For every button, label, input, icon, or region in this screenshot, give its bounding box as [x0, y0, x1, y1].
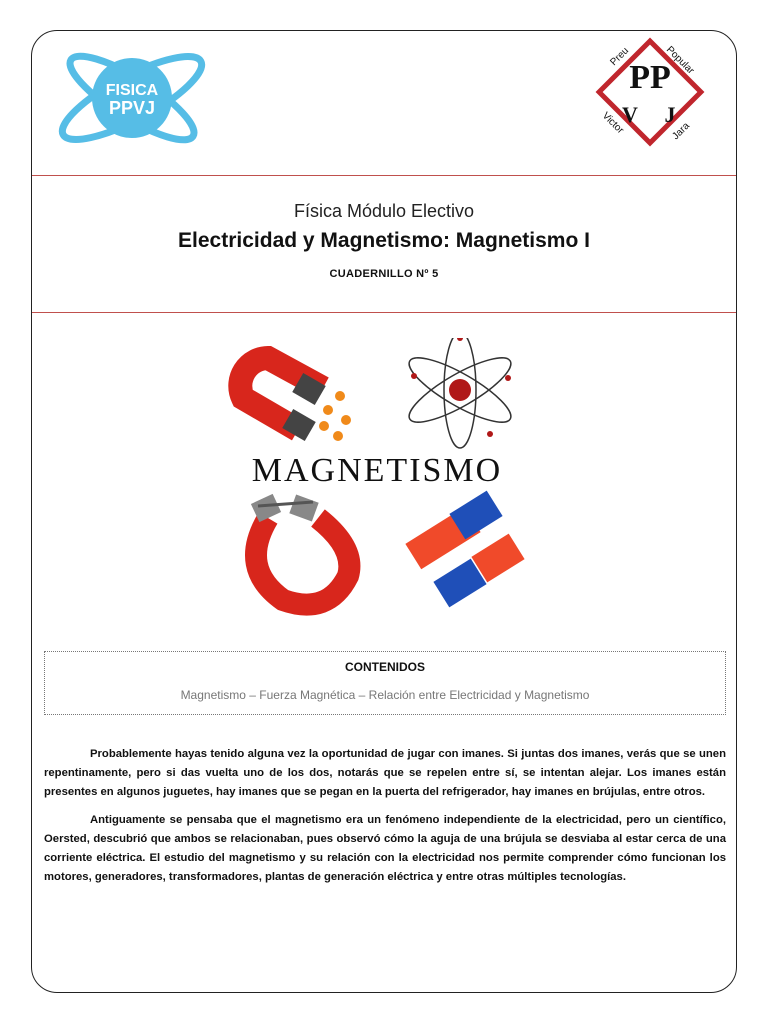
page-title: Electricidad y Magnetismo: Magnetismo I — [178, 229, 590, 252]
horseshoe-magnet-icon — [240, 358, 351, 441]
title-divider — [32, 312, 736, 313]
horseshoe-magnet-2-icon — [251, 494, 349, 605]
logo-word-victor: Victor — [599, 110, 626, 137]
logo-letter-j: J — [664, 102, 676, 127]
title-block — [32, 198, 736, 280]
subtitle: Física Módulo Electivo — [293, 201, 475, 221]
bar-magnets-icon — [405, 491, 524, 608]
cuadernillo-label: CUADERNILLO Nº 5 — [329, 268, 439, 280]
magnetismo-word: MAGNETISMO — [251, 452, 503, 489]
logo-word-jara: Jara — [670, 120, 692, 143]
logo-line1: FISICA — [105, 82, 159, 99]
contenidos-title: CONTENIDOS — [344, 660, 425, 674]
logo-monogram: PP — [629, 59, 671, 96]
logo-word-preu: Preu — [608, 45, 632, 69]
preu-popular-logo — [594, 36, 706, 148]
preu-popular-logo-icon — [599, 41, 701, 143]
atom-icon — [402, 338, 518, 448]
fisica-ppvj-logo — [52, 38, 212, 160]
paragraph-2: Antiguamente se pensaba que el magnetismo era un fenómeno independiente de la electricidad, pero un científico, Oersted, descubrió que ambos se relacionaban, pues observó cómo la aguja de una brújula se desviaba al estar cerca de una corriente eléctrica. El estudio del magnetismo y su relación con la electricidad nos permite comprender cómo funcionan los motores, generadores, transformadores, plantas de generación eléctrica y entre otras múltiples tecnologías. — [44, 814, 726, 883]
logo-word-popular: Popular — [663, 44, 697, 77]
logo-line2: PPVJ — [108, 98, 156, 118]
logo-letter-v: V — [622, 102, 638, 127]
contenidos-box — [44, 651, 726, 715]
header-divider — [32, 175, 736, 176]
contenidos-text: Magnetismo – Fuerza Magnética – Relación entre Electricidad y Magnetismo — [180, 688, 590, 702]
body-text — [44, 745, 726, 896]
paragraph-1: Probablemente hayas tenido alguna vez la oportunidad de jugar con imanes. Si juntas dos imanes, verás que se unen repentinamente, pero si das vuelta uno de los dos, notarás que se repelen entre sí, se intentan alejar. Los imanes están presentes en algunos juguetes, hay imanes que se pegan en la puerta del refrigerador, hay imanes en brújulas, entre otros. — [44, 748, 726, 798]
